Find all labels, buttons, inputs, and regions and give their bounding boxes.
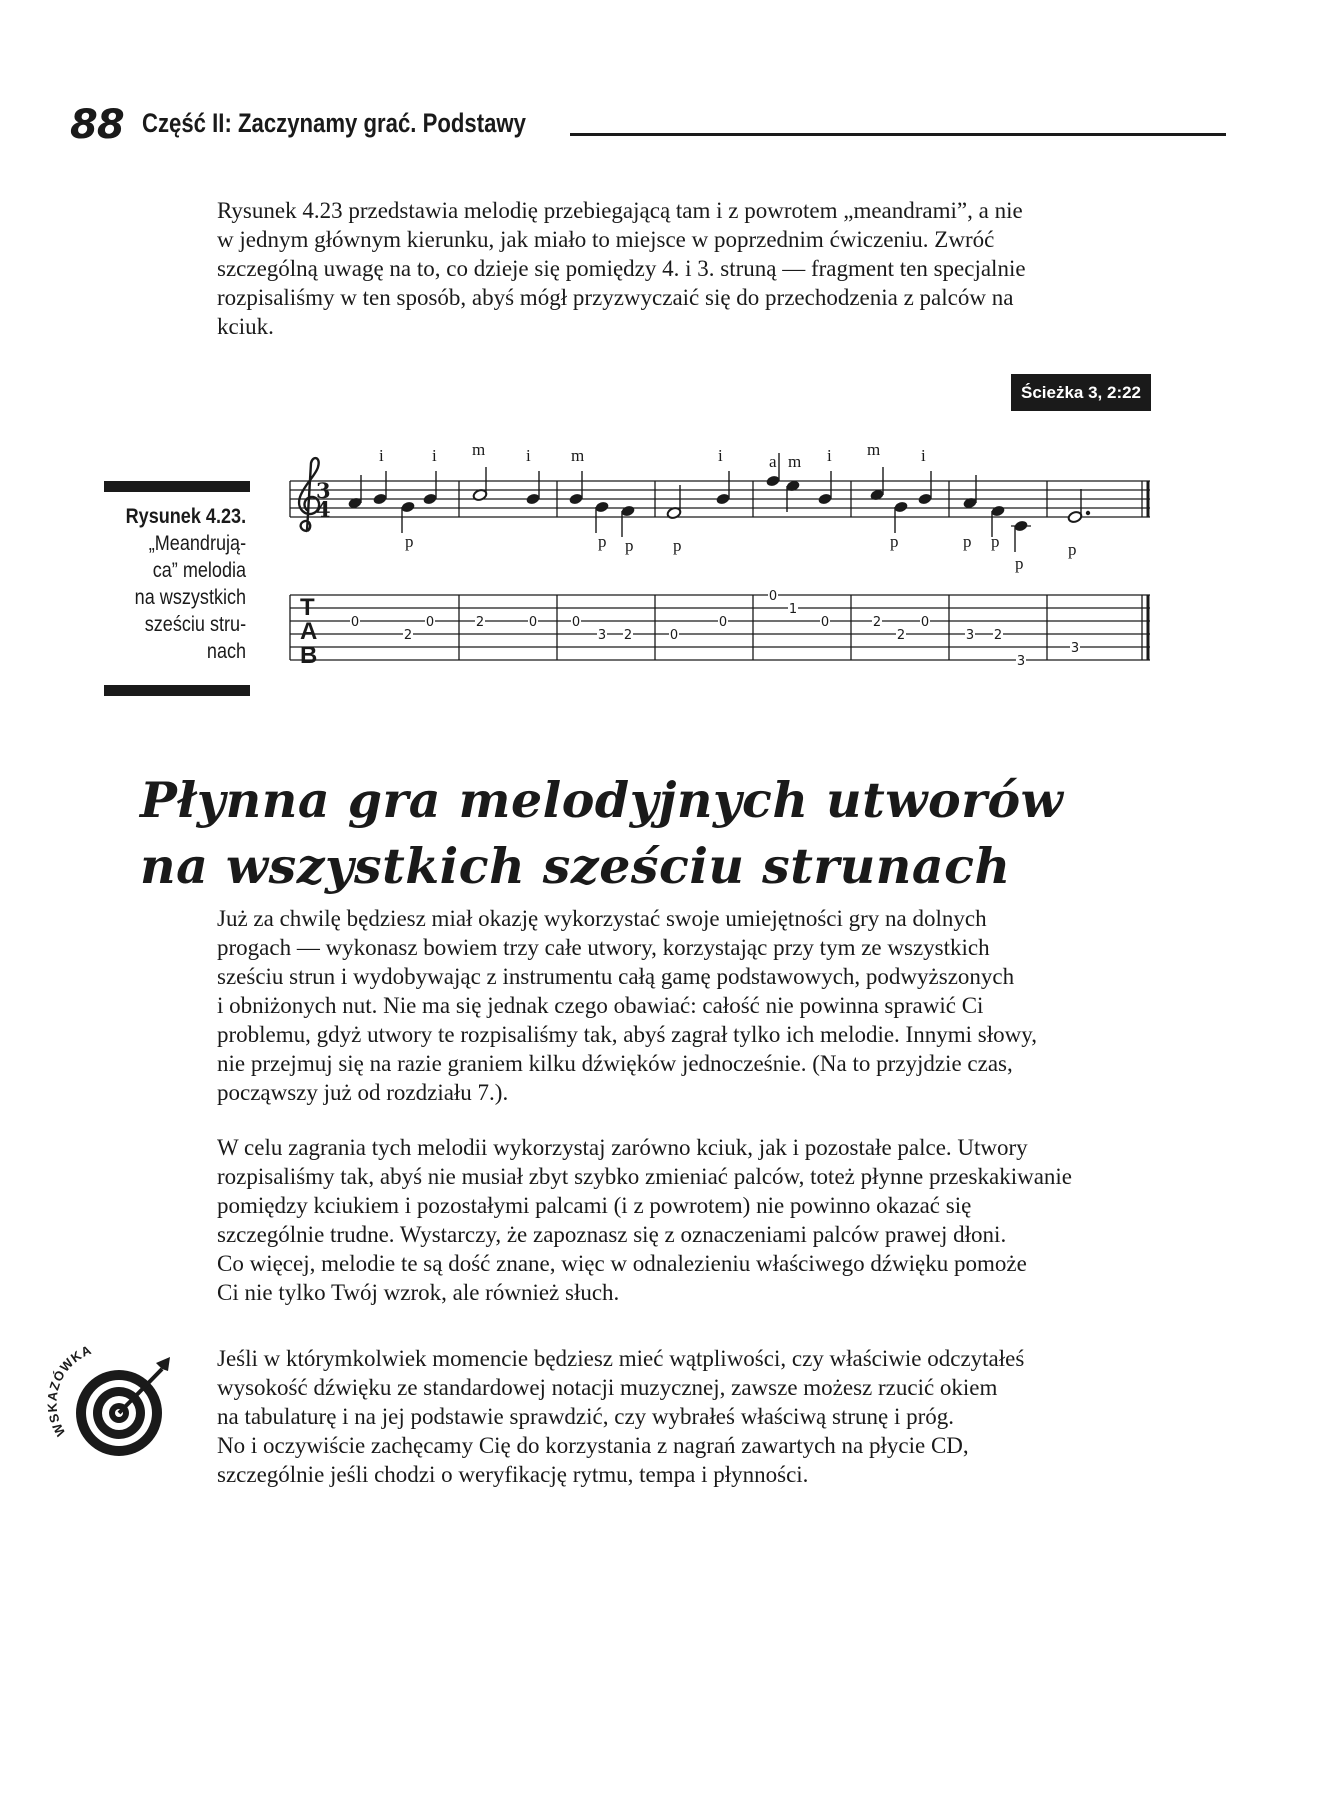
tab-number: 2 [896, 628, 906, 643]
note [525, 471, 540, 506]
heading-line: Płynna gra melodyjnych utworów [140, 771, 1064, 829]
caption-line: na wszystkich [134, 586, 246, 609]
tab-number: 0 [820, 615, 830, 630]
thumb-mark: p [1015, 554, 1024, 573]
text-line: nie przejmuj się na razie graniem kilku dźwięków jednocześnie. (Na to przyjdzie czas, [217, 1051, 1013, 1076]
section-heading [140, 767, 1190, 899]
text-line: No i oczywiście zachęcamy Cię do korzystania z nagrań zawartych na płycie CD, [217, 1433, 969, 1458]
finger-letter: i [526, 446, 531, 465]
music-notation-figure [280, 445, 1160, 695]
thumb-mark: p [890, 532, 899, 551]
text-line: kciuk. [217, 314, 274, 339]
caption-bottom-rule [104, 685, 250, 696]
thumb-mark: p [991, 532, 1000, 551]
tab-number: 2 [872, 615, 882, 630]
tab-number: 3 [1016, 654, 1026, 669]
text-line: szczególną uwagę na to, co dzieje się pomiędzy 4. i 3. struną — fragment ten specjalnie [217, 256, 1026, 281]
note [715, 471, 730, 506]
page-header [62, 100, 1162, 148]
tab-number: 2 [403, 628, 413, 643]
caption-line: nach [206, 640, 246, 663]
caption-label: Rysunek 4.23. [125, 505, 246, 528]
thumb-mark: p [1068, 540, 1077, 559]
note [917, 471, 932, 506]
tab-letter-a: A [300, 618, 318, 645]
note [472, 467, 487, 502]
note [347, 475, 362, 510]
finger-letters-above [379, 445, 926, 471]
tab-letter-b: B [300, 642, 318, 669]
text-line: pomiędzy kciukiem i pozostałymi palcami (i z powrotem) nie powinno okazać się [217, 1193, 972, 1218]
text-line: Jeśli w którymkolwiek momencie będziesz mieć wątpliwości, czy właściwie odczytałeś [217, 1346, 1025, 1371]
note [372, 471, 387, 506]
tab-number: 2 [623, 628, 633, 643]
text-line: szczególnie jeśli chodzi o weryfikację rytmu, tempa i płynności. [217, 1462, 809, 1487]
note [962, 475, 977, 510]
finger-letter: m [472, 445, 486, 459]
time-signature-top: 3 [316, 478, 331, 503]
thumb-mark: p [598, 532, 607, 551]
text-line: progach — wykonasz bowiem trzy całe utwory, korzystając przy tym ze wszystkich [217, 935, 990, 960]
note [422, 471, 437, 506]
text-line: począwszy już od rozdziału 7.). [217, 1080, 509, 1105]
tab-number: 2 [993, 628, 1003, 643]
tab-number: 0 [920, 615, 930, 630]
finger-letter: a [769, 452, 777, 471]
thumb-mark: p [673, 536, 682, 555]
caption-line: „Meandrują- [148, 532, 246, 555]
body-paragraph-1 [217, 904, 1164, 1107]
tab-letter-t: T [300, 594, 315, 621]
text-line: Rysunek 4.23 przedstawia melodię przebiegającą tam i z powrotem „meandrami”, a nie [217, 198, 1023, 223]
tab-number: 0 [528, 615, 538, 630]
tab-number: 0 [768, 589, 778, 604]
tab-letters [300, 594, 317, 669]
tab-number: 0 [718, 615, 728, 630]
tab-number: 0 [425, 615, 435, 630]
time-signature-bottom: 4 [316, 497, 331, 522]
intro-paragraph [217, 196, 1164, 341]
note [568, 471, 583, 506]
text-line: Już za chwilę będziesz miał okazję wykorzystać swoje umiejętności gry na dolnych [217, 906, 987, 931]
thumb-mark: p [963, 532, 972, 551]
body-paragraph-2 [217, 1133, 1164, 1307]
header-rule [570, 133, 1226, 136]
caption-top-rule [104, 481, 250, 492]
text-line: na tabulaturę i na jej podstawie sprawdzić, czy wybrałeś właściwą strunę i próg. [217, 1404, 955, 1429]
page-number: 88 [70, 102, 124, 148]
caption-body [126, 530, 246, 665]
caption-line: ca” melodia [152, 559, 246, 582]
text-line: rozpisaliśmy tak, abyś nie musiał zbyt szybko zmieniać palców, toteż płynne przeskakiwanie [217, 1164, 1072, 1189]
finger-letter: i [432, 446, 437, 465]
text-line: sześciu strun i wydobywając z instrumentu całą gamę podstawowych, podwyższonych [217, 964, 1015, 989]
finger-letter: m [788, 452, 802, 471]
tab-number: 3 [965, 628, 975, 643]
tab-number: 1 [788, 602, 798, 617]
tab-number: 3 [1070, 641, 1080, 656]
arrow-fletching [156, 1357, 170, 1371]
text-line: wysokość dźwięku ze standardowej notacji muzycznej, zawsze możesz rzucić okiem [217, 1375, 998, 1400]
caption-text [126, 503, 246, 665]
caption-line: sześciu stru- [144, 613, 246, 636]
running-title: Część II: Zaczynamy grać. Podstawy [142, 108, 526, 138]
tab-number: 0 [669, 628, 679, 643]
text-line: i obniżonych nut. Nie ma się jednak czego obawiać: całość nie powinna sprawić Ci [217, 993, 984, 1018]
tip-target-icon [44, 1335, 174, 1465]
finger-letter: m [867, 445, 881, 459]
finger-letter: i [827, 446, 832, 465]
figure-caption [104, 481, 250, 696]
finger-letter: i [718, 446, 723, 465]
tip-paragraph [217, 1344, 1164, 1489]
heading-line: na wszystkich sześciu strunach [140, 837, 1011, 895]
text-line: Ci nie tylko Twój wzrok, ale również słuch. [217, 1280, 620, 1305]
finger-letter: i [379, 446, 384, 465]
thumb-mark: p [625, 536, 634, 555]
tab-number: 2 [475, 615, 485, 630]
text-line: W celu zagrania tych melodii wykorzystaj zarówno kciuk, jak i pozostałe palce. Utwory [217, 1135, 1028, 1160]
note [1067, 489, 1090, 524]
tab-number: 3 [597, 628, 607, 643]
note [785, 479, 800, 512]
finger-letter: i [921, 446, 926, 465]
finger-letter: m [571, 446, 585, 465]
text-line: w jednym głównym kierunku, jak miało to miejsce w poprzednim ćwiczeniu. Zwróć [217, 227, 995, 252]
text-line: rozpisaliśmy w ten sposób, abyś mógł przyzwyczaić się do przechodzenia z palców na [217, 285, 1014, 310]
tip-label: WSKAZÓWKA [44, 1341, 95, 1439]
note [869, 467, 884, 502]
thumb-marks-below [405, 532, 1077, 573]
note [1011, 519, 1031, 552]
tab-number: 0 [350, 615, 360, 630]
note [620, 504, 635, 537]
text-line: Co więcej, melodie te są dość znane, więc w odnalezieniu właściwego dźwięku pomoże [217, 1251, 1027, 1276]
thumb-mark: p [405, 532, 414, 551]
tab-number: 0 [571, 615, 581, 630]
track-badge: Ścieżka 3, 2:22 [1011, 374, 1151, 411]
text-line: szczególnie trudne. Wystarczy, że zapoznasz się z oznaczeniami palców prawej dłoni. [217, 1222, 1007, 1247]
text-line: problemu, gdyż utwory te rozpisaliśmy tak, abyś zagrał tylko ich melodie. Innymi słowy, [217, 1022, 1037, 1047]
note [817, 471, 832, 506]
